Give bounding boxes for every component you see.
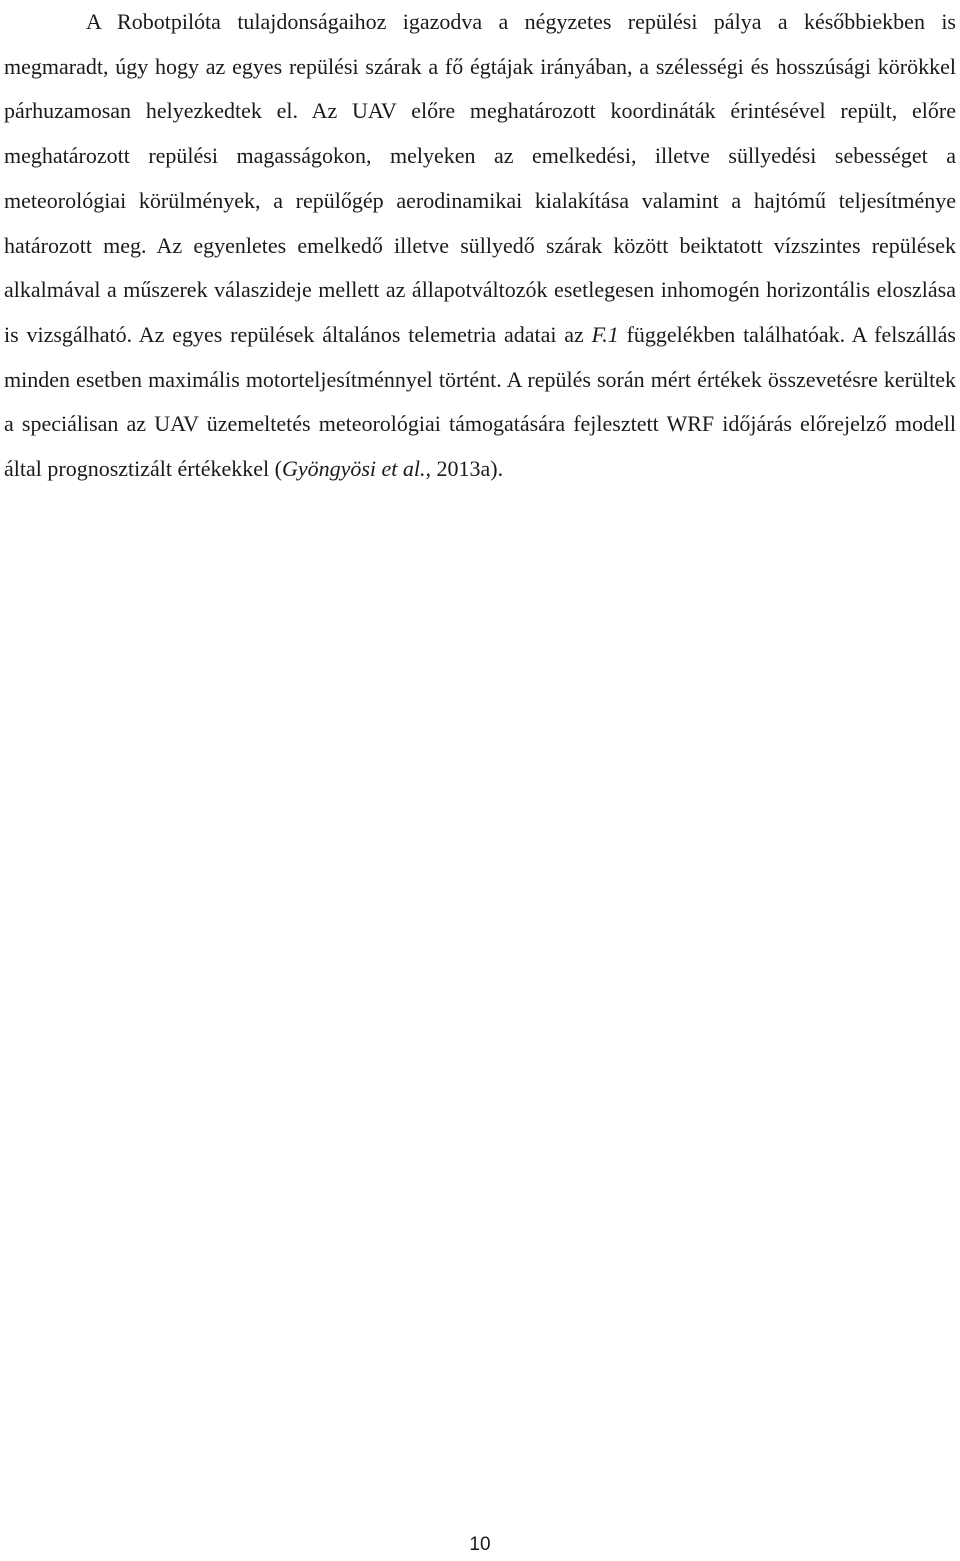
paragraph-text-part1: A Robotpilóta tulajdonságaihoz igazodva a négyzetes repülési pálya a későbbiekben is megmaradt, úgy hogy az egyes repülési szárak a fő égtájak irányában, a szélességi és hosszúsági körökkel párhuzamosan helyezkedtek el. Az UAV előre meghatározott koordináták érintésével repült, előre meghatározott repülési magasságokon, melyeken az emelkedési, illetve süllyedési sebességet a meteorológiai körülmények, a repülőgép aerodinamikai kialakítása valamint a hajtómű teljesítménye határozott meg. Az egyenletes emelkedő illetve süllyedő szárak között beiktatott vízszintes repülések alkalmával a műszerek válaszideje mellett az állapotváltozók esetlegesen inhomogén horizontális eloszlása is vizsgálható. Az egyes repülések általános telemetria adatai az [4, 9, 956, 347]
page-number: 10 [469, 1534, 491, 1555]
body-paragraph [4, 0, 956, 492]
citation-authors: Gyöngyösi et al. [281, 456, 426, 482]
citation-year: , 2013a). [425, 456, 504, 482]
paragraph-text-part2: függelékben találhatóak. A felszállás minden esetben maximális motorteljesítménnyel történt. A repülés során mért értékek összevetésre kerültek a speciálisan az UAV üzemeltetés meteorológiai támogatására fejlesztett WRF időjárás előrejelző modell által prognosztizált értékekkel ( [4, 321, 956, 482]
appendix-reference: F.1 [591, 321, 619, 347]
